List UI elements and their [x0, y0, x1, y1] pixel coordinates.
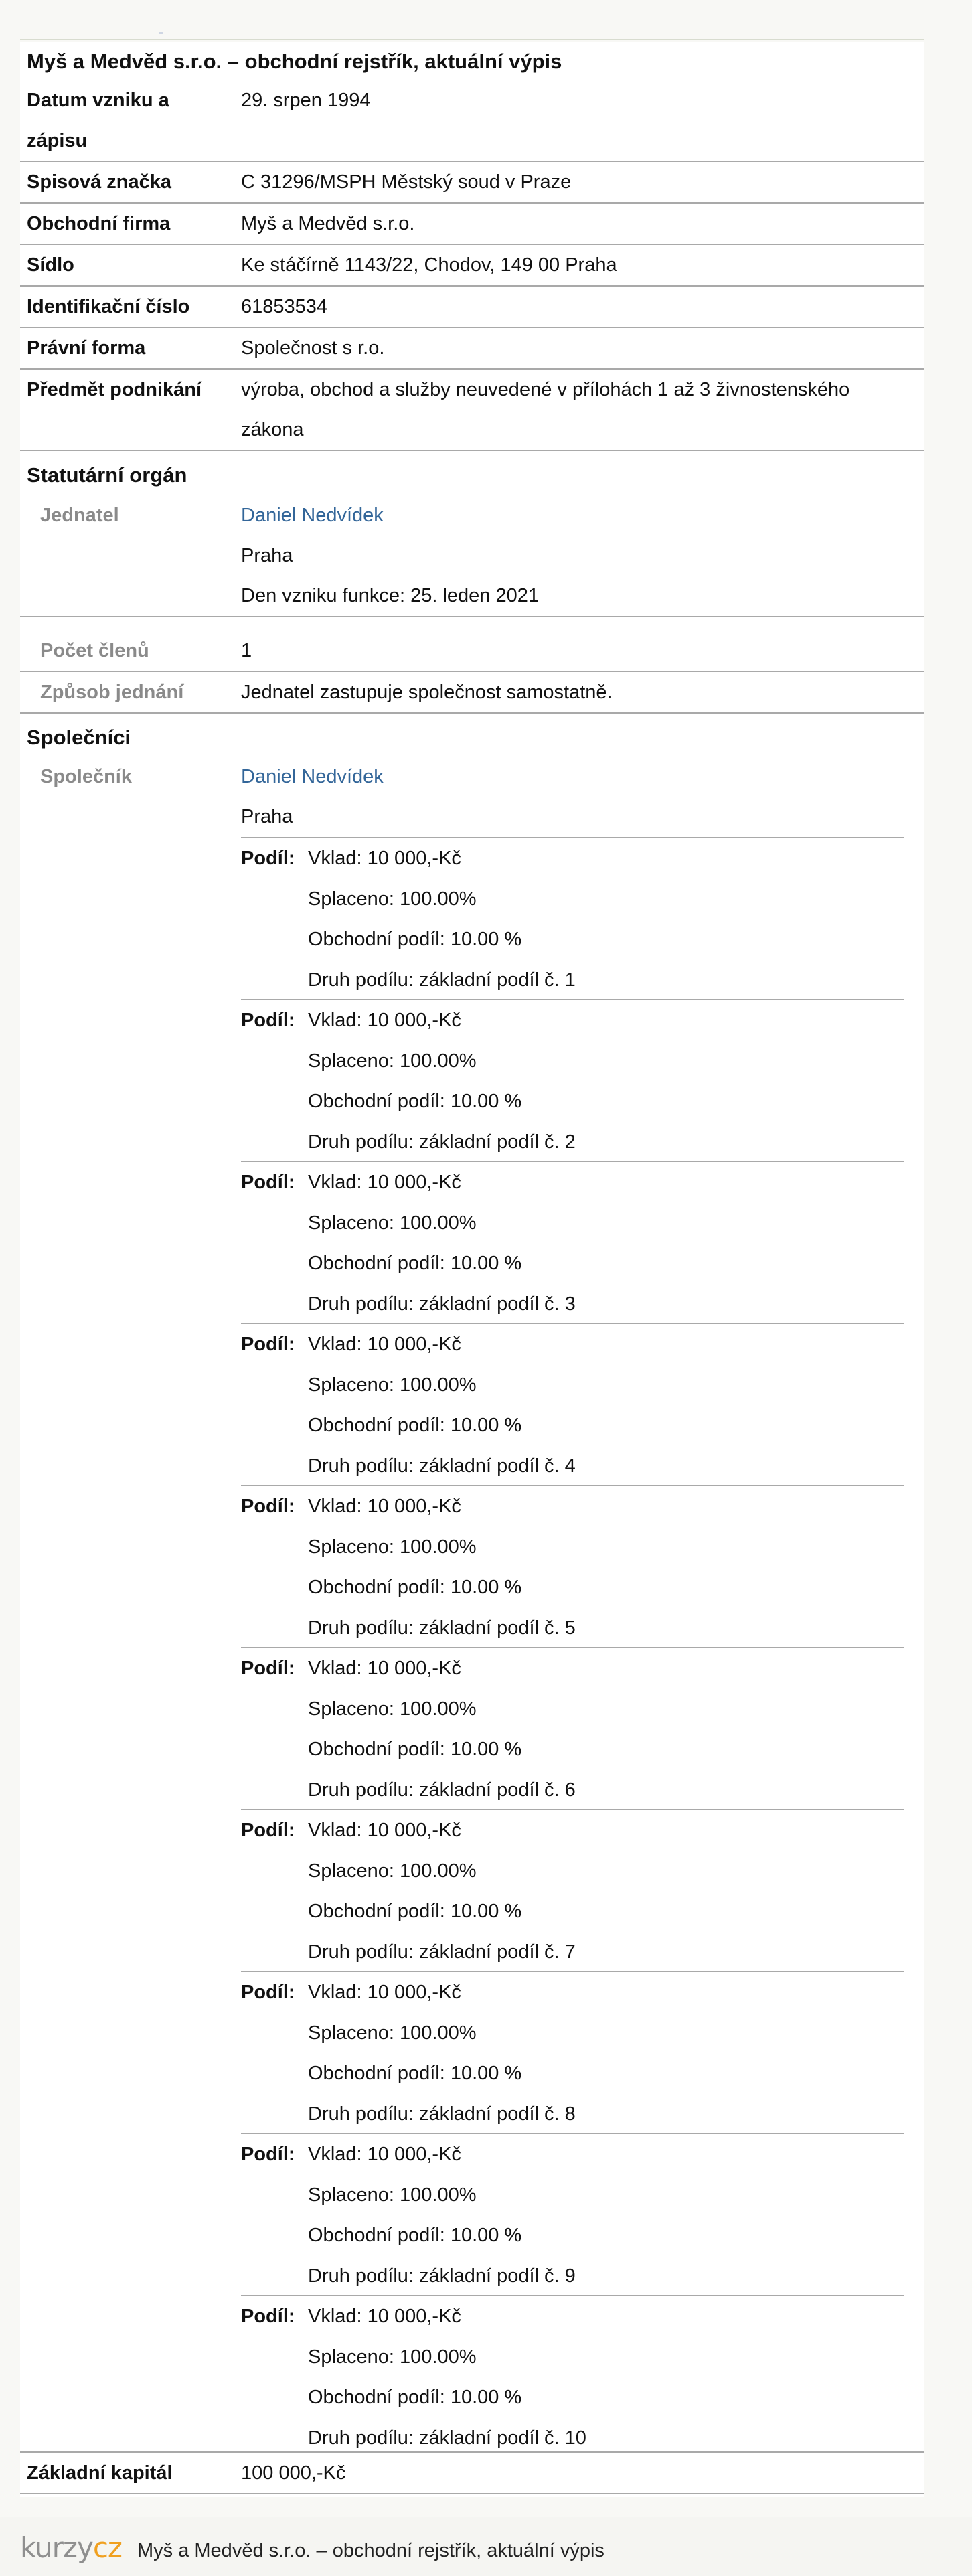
podil-vklad: Vklad: 10 000,-Kč — [308, 1658, 461, 1679]
podil-vklad: Vklad: 10 000,-Kč — [308, 1496, 461, 1517]
podil-splaceno: Splaceno: 100.00% — [308, 1860, 477, 1882]
podil-druh: Druh podílu: základní podíl č. 6 — [308, 1779, 576, 1801]
label-sidlo: Sídlo — [27, 254, 74, 276]
podil-label: Podíl: — [241, 1820, 295, 1841]
podil-label: Podíl: — [241, 1496, 295, 1517]
podil-obchodni-podil: Obchodní podíl: 10.00 % — [308, 1091, 522, 1112]
top-divider — [20, 39, 924, 40]
podil-splaceno: Splaceno: 100.00% — [308, 1050, 477, 1072]
label-spolecnik: Společník — [40, 766, 132, 787]
value-zakladni-kapital: 100 000,-Kč — [241, 2462, 346, 2484]
podil-vklad: Vklad: 10 000,-Kč — [308, 2306, 461, 2327]
podil-label: Podíl: — [241, 1658, 295, 1679]
podil-splaceno: Splaceno: 100.00% — [308, 2022, 477, 2044]
podil-druh: Druh podílu: základní podíl č. 4 — [308, 1455, 576, 1477]
label-predmet-podnikani: Předmět podnikání — [27, 379, 202, 400]
divider — [20, 450, 924, 451]
kurzy-cz-logo[interactable] — [20, 2532, 122, 2564]
podil-vklad: Vklad: 10 000,-Kč — [308, 1172, 461, 1193]
value-jednatel-since: Den vzniku funkce: 25. leden 2021 — [241, 585, 539, 607]
podil-druh: Druh podílu: základní podíl č. 9 — [308, 2265, 576, 2287]
podil-label: Podíl: — [241, 2144, 295, 2165]
podil-obchodni-podil: Obchodní podíl: 10.00 % — [308, 2225, 522, 2246]
podil-splaceno: Splaceno: 100.00% — [308, 1374, 477, 1396]
podil-obchodni-podil: Obchodní podíl: 10.00 % — [308, 1901, 522, 1922]
label-obchodni-firma: Obchodní firma — [27, 213, 171, 234]
footer-page-title: Myš a Medvěd s.r.o. – obchodní rejstřík, aktuální výpis — [137, 2540, 604, 2561]
podil-vklad: Vklad: 10 000,-Kč — [308, 1982, 461, 2003]
link-spolecnik-name[interactable]: Daniel Nedvídek — [241, 766, 384, 787]
podil-label: Podíl: — [241, 1172, 295, 1193]
registry-extract-panel — [20, 42, 924, 2497]
label-identifikacni-cislo: Identifikační číslo — [27, 296, 190, 317]
divider — [20, 2493, 924, 2494]
divider — [20, 712, 924, 714]
label-zakladni-kapital: Základní kapitál — [27, 2462, 173, 2484]
value-obchodni-firma: Myš a Medvěd s.r.o. — [241, 213, 415, 234]
podil-obchodni-podil: Obchodní podíl: 10.00 % — [308, 1253, 522, 1274]
podil-splaceno: Splaceno: 100.00% — [308, 888, 477, 910]
logo-text-cz: cz — [92, 2531, 122, 2564]
label-zpusob-jednani: Způsob jednání — [40, 681, 184, 703]
podil-label: Podíl: — [241, 1334, 295, 1355]
podil-splaceno: Splaceno: 100.00% — [308, 1212, 477, 1234]
label-pocet-clenu: Počet členů — [40, 640, 149, 661]
podil-druh: Druh podílu: základní podíl č. 2 — [308, 1131, 576, 1153]
link-jednatel-name[interactable]: Daniel Nedvídek — [241, 505, 384, 526]
podil-druh: Druh podílu: základní podíl č. 1 — [308, 969, 576, 991]
page-title: Myš a Medvěd s.r.o. – obchodní rejstřík, aktuální výpis — [27, 50, 562, 73]
value-sidlo: Ke stáčírně 1143/22, Chodov, 149 00 Praha — [241, 254, 617, 276]
podil-label: Podíl: — [241, 1010, 295, 1031]
podil-splaceno: Splaceno: 100.00% — [308, 2184, 477, 2206]
podil-vklad: Vklad: 10 000,-Kč — [308, 1334, 461, 1355]
value-jednatel-city: Praha — [241, 545, 293, 566]
podil-obchodni-podil: Obchodní podíl: 10.00 % — [308, 2063, 522, 2084]
value-identifikacni-cislo: 61853534 — [241, 296, 328, 317]
divider — [20, 616, 924, 617]
podil-obchodni-podil: Obchodní podíl: 10.00 % — [308, 929, 522, 950]
podil-vklad: Vklad: 10 000,-Kč — [308, 1820, 461, 1841]
podil-obchodni-podil: Obchodní podíl: 10.00 % — [308, 2387, 522, 2408]
value-spolecnik-city: Praha — [241, 806, 293, 827]
footer-bar — [0, 2517, 972, 2576]
podil-obchodni-podil: Obchodní podíl: 10.00 % — [308, 1739, 522, 1760]
value-spisova-znacka: C 31296/MSPH Městský soud v Praze — [241, 171, 572, 193]
label-pravni-forma: Právní forma — [27, 337, 146, 359]
podil-obchodni-podil: Obchodní podíl: 10.00 % — [308, 1577, 522, 1598]
value-predmet-podnikani-1: výroba, obchod a služby neuvedené v přílohách 1 až 3 živnostenského — [241, 379, 850, 400]
podil-label: Podíl: — [241, 2306, 295, 2327]
logo-text-kurzy: kurzy — [20, 2531, 93, 2564]
value-zpusob-jednani: Jednatel zastupuje společnost samostatně. — [241, 681, 613, 703]
podil-splaceno: Splaceno: 100.00% — [308, 2346, 477, 2368]
section-heading-statutarni-organ: Statutární orgán — [27, 463, 187, 487]
podil-druh: Druh podílu: základní podíl č. 3 — [308, 1293, 576, 1315]
podil-label: Podíl: — [241, 1982, 295, 2003]
label-spisova-znacka: Spisová značka — [27, 171, 171, 193]
top-marker — [159, 32, 163, 34]
podil-splaceno: Splaceno: 100.00% — [308, 1536, 477, 1558]
value-pocet-clenu: 1 — [241, 640, 252, 661]
podil-vklad: Vklad: 10 000,-Kč — [308, 1010, 461, 1031]
podil-label: Podíl: — [241, 848, 295, 869]
section-heading-spolecnici: Společníci — [27, 726, 131, 749]
podil-obchodni-podil: Obchodní podíl: 10.00 % — [308, 1415, 522, 1436]
label-jednatel: Jednatel — [40, 505, 119, 526]
label-datum-vzniku-1: Datum vzniku a — [27, 90, 169, 111]
podil-druh: Druh podílu: základní podíl č. 10 — [308, 2427, 586, 2449]
value-predmet-podnikani-2: zákona — [241, 419, 304, 440]
value-datum-vzniku: 29. srpen 1994 — [241, 90, 371, 111]
podil-vklad: Vklad: 10 000,-Kč — [308, 848, 461, 869]
value-pravni-forma: Společnost s r.o. — [241, 337, 385, 359]
label-datum-vzniku-2: zápisu — [27, 130, 88, 151]
podil-splaceno: Splaceno: 100.00% — [308, 1698, 477, 1720]
divider — [20, 327, 924, 328]
podil-druh: Druh podílu: základní podíl č. 7 — [308, 1941, 576, 1963]
podil-vklad: Vklad: 10 000,-Kč — [308, 2144, 461, 2165]
podil-druh: Druh podílu: základní podíl č. 5 — [308, 1617, 576, 1639]
podil-druh: Druh podílu: základní podíl č. 8 — [308, 2103, 576, 2125]
